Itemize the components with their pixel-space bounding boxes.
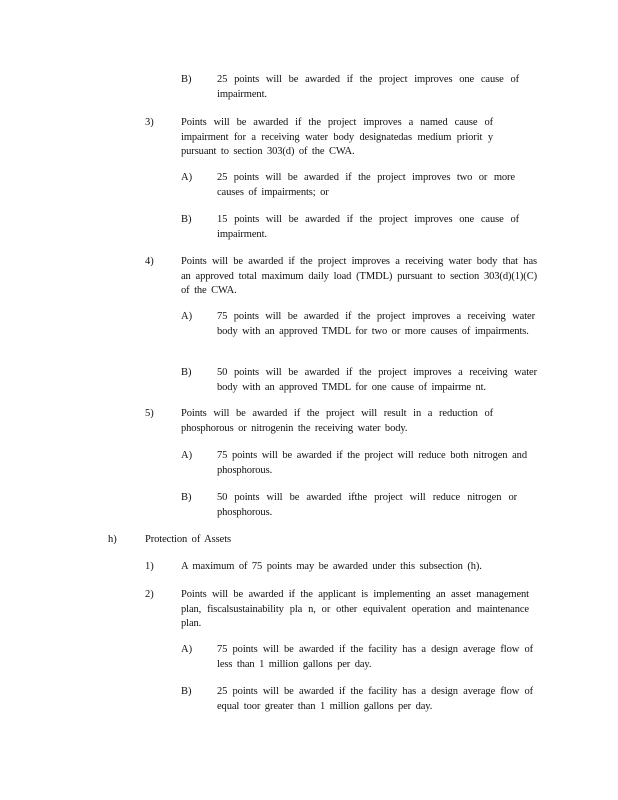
item-marker: B) xyxy=(181,214,192,225)
item-text: 25 points will be awarded if the facility has a design average flow of equal toor greater than 1 million gallons per day. xyxy=(217,686,533,712)
item-text: 75 points will be awarded if the facility has a design average flow of less than 1 million gallons per day. xyxy=(217,644,533,670)
item-text: 25 points will be awarded if the project improves one cause of impairment. xyxy=(217,74,519,100)
item-text: 75 points will be awarded if the project will reduce both nitrogen and phosphorous. xyxy=(217,450,527,476)
item-text: 15 points will be awarded if the project improves one cause of impairment. xyxy=(217,214,519,240)
item-marker: A) xyxy=(181,172,193,183)
item-marker: B) xyxy=(181,686,192,697)
item-text: 75 points will be awarded if the project improves a receiving water body with an approved TMDL for two or more causes of impairments. xyxy=(217,311,535,337)
item-marker: A) xyxy=(181,311,193,322)
item-text: 50 points will be awarded if the project improves a receiving water body with an approved TMDL for one cause of impairme nt. xyxy=(217,367,537,393)
item-text: 50 points will be awarded ifthe project will reduce nitrogen or phosphorous. xyxy=(217,492,517,518)
item-marker: B) xyxy=(181,367,192,378)
item-marker: 1) xyxy=(145,561,154,572)
item-marker: 4) xyxy=(145,256,154,267)
item-text: 25 points will be awarded if the project improves two or more causes of impairments; or xyxy=(217,172,515,198)
item-marker: 5) xyxy=(145,408,154,419)
item-text: Points will be awarded if the project will result in a reduction of phosphorous or nitrogenin the receiving water body. xyxy=(181,408,493,434)
item-text: A maximum of 75 points may be awarded under this subsection (h). xyxy=(181,561,482,572)
item-marker: B) xyxy=(181,74,192,85)
item-marker: A) xyxy=(181,644,193,655)
item-marker: 2) xyxy=(145,589,154,600)
item-text: Points will be awarded if the applicant is implementing an asset management plan, fiscalsustainability pla n, or other equivalent operation and maintenance plan. xyxy=(181,589,529,629)
section-marker: h) xyxy=(108,534,117,545)
item-marker: B) xyxy=(181,492,192,503)
item-marker: 3) xyxy=(145,117,154,128)
section-heading: Protection of Assets xyxy=(145,534,231,545)
item-marker: A) xyxy=(181,450,193,461)
item-text: Points will be awarded if the project improves a receiving water body that has an approved total maximum daily load (TMDL) pursuant to section 303(d)(1)(C) of the CWA. xyxy=(181,256,537,296)
item-text: Points will be awarded if the project improves a named cause of impairment for a receiving water body designatedas medium priorit y pursuant to section 303(d) of the CWA. xyxy=(181,117,493,157)
